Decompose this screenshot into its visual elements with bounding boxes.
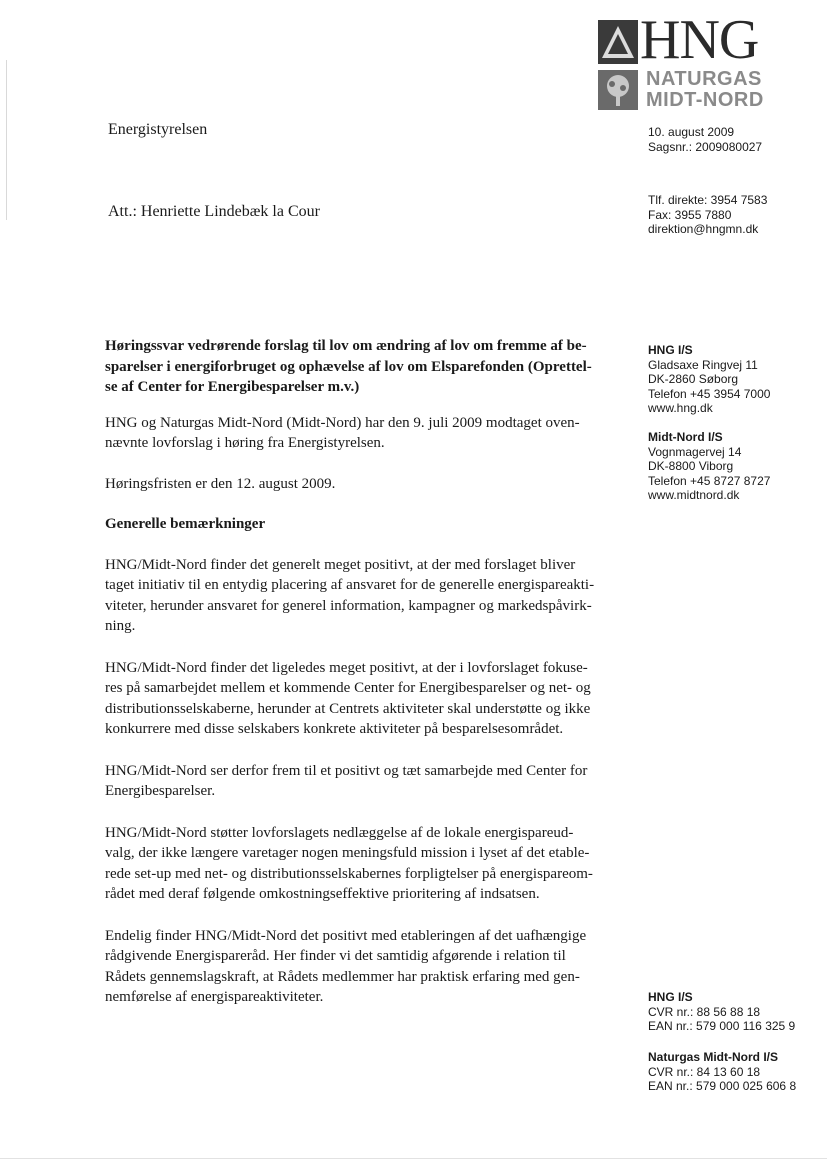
hng-address — [648, 343, 770, 416]
paragraph-7 — [105, 926, 600, 1008]
logo-line-2: MIDT-NORD — [646, 89, 764, 111]
paragraph-1 — [105, 413, 600, 454]
triangle-icon — [598, 20, 638, 64]
text-line: Høringsfristen er den 12. august 2009. — [105, 475, 336, 492]
recipient-name: Energistyrelsen — [108, 121, 208, 138]
hng-web: www.hng.dk — [648, 401, 713, 415]
logo-wordmark: HNG — [640, 9, 759, 71]
text-line: HNG og Naturgas Midt-Nord (Midt-Nord) har den 9. juli 2009 modtaget oven- — [105, 414, 580, 431]
hng-phone: Telefon +45 3954 7000 — [648, 386, 771, 401]
text-line: viteter, herunder ansvaret for generel information, kampagner og markedspåvirk- — [105, 597, 592, 614]
letter-title — [105, 336, 600, 398]
text-line: HNG/Midt-Nord finder det ligeledes meget positivt, at der i lovforslaget fokuse- — [105, 659, 588, 676]
letter-date: 10. august 2009 — [648, 125, 735, 139]
paragraph-6 — [105, 823, 600, 905]
logo-line-1: NATURGAS — [646, 68, 762, 90]
text-line: Endelig finder HNG/Midt-Nord det positivt med etableringen af det uafhængige — [105, 927, 587, 944]
letter-body — [105, 336, 600, 1008]
text-line: ning. — [105, 618, 136, 634]
text-line: taget initiativ til en entydig placering af ansvaret for de generelle energispareakti- — [105, 577, 595, 593]
footer-ng-cvr: CVR nr.: 84 13 60 18 — [648, 1064, 761, 1079]
text-line: HNG/Midt-Nord støtter lovforslagets nedlæggelse af de lokale energispareud- — [105, 824, 574, 841]
email: direktion@hngmn.dk — [648, 222, 759, 236]
text-line: distributionsselskaberne, herunder at Centrets aktiviteter skal understøtte og ikke — [105, 700, 591, 717]
paragraph-4 — [105, 658, 600, 740]
text-line: valg, der ikke længere varetager nogen meningsfuld mission i lyset af det etable- — [105, 845, 590, 861]
hng-city: DK-2860 Søborg — [648, 372, 739, 386]
midtnord-phone: Telefon +45 8727 8727 — [648, 473, 771, 488]
footer-ng-name: Naturgas Midt-Nord I/S — [648, 1050, 779, 1064]
letter-meta — [648, 125, 762, 154]
text-line: rådet med deraf følgende omkostningseffektive prioritering af indsatsen. — [105, 886, 540, 902]
text-line: nævnte lovforslag i høring fra Energistyrelsen. — [105, 435, 385, 451]
logo-bottom — [598, 68, 768, 112]
paragraph-5 — [105, 761, 600, 802]
naturgas-registration — [648, 1050, 796, 1094]
title-line: se af Center for Energibesparelser m.v.) — [105, 379, 360, 395]
midtnord-web: www.midtnord.dk — [648, 488, 740, 502]
midtnord-address — [648, 430, 770, 503]
text-line: res på samarbejdet mellem et kommende Center for Energibesparelser og net- og — [105, 680, 591, 696]
margin-line — [6, 60, 7, 220]
bottom-line — [0, 1158, 827, 1159]
midtnord-city: DK-8800 Viborg — [648, 459, 734, 473]
text-line: Energibesparelser. — [105, 783, 216, 799]
midtnord-street: Vognmagervej 14 — [648, 444, 742, 459]
footer-ng-ean: EAN nr.: 579 000 025 606 8 — [648, 1079, 797, 1093]
text-line: HNG/Midt-Nord ser derfor frem til et positivt og tæt samarbejde med Center for — [105, 762, 588, 779]
fax: Fax: 3955 7880 — [648, 207, 732, 222]
company-logo — [598, 9, 768, 114]
text-line: rådgivende Energisparеråd. Her finder vi det samtidig afgørende i relation til — [105, 948, 566, 964]
hng-name: HNG I/S — [648, 343, 693, 357]
title-line: Høringssvar vedrørende forslag til lov om ændring af lov om fremme af be- — [105, 338, 587, 354]
hng-street: Gladsaxe Ringvej 11 — [648, 357, 758, 372]
footer-hng-name: HNG I/S — [648, 990, 693, 1004]
footer-hng-cvr: CVR nr.: 88 56 88 18 — [648, 1004, 761, 1019]
footer-hng-ean: EAN nr.: 579 000 116 325 9 — [648, 1019, 796, 1033]
case-number: Sagsnr.: 2009080027 — [648, 139, 763, 154]
title-line: sparelser i energiforbruget og ophævelse af lov om Elsparefonden (Oprettel- — [105, 358, 592, 375]
text-line: HNG/Midt-Nord finder det generelt meget positivt, at der med forslaget bliver — [105, 556, 576, 573]
hng-registration — [648, 990, 795, 1034]
direct-contact — [648, 193, 767, 237]
section-heading: Generelle bemærkninger — [105, 516, 266, 532]
text-line: nemførelse af energispareaktiviteter. — [105, 989, 324, 1005]
paragraph-2 — [105, 474, 600, 495]
text-line: Rådets gennemslagskraft, at Rådets medlemmer har praktisk erfaring med gen- — [105, 968, 580, 985]
midtnord-name: Midt-Nord I/S — [648, 430, 723, 444]
text-line: rede set-up med net- og distributionsselskabernes forpligtelser på energispareom- — [105, 865, 593, 882]
direct-phone: Tlf. direkte: 3954 7583 — [648, 193, 768, 207]
paragraph-3 — [105, 555, 600, 637]
text-line: konkurrere med disse selskabers konkrete aktiviteter på besparelsesområdet. — [105, 721, 564, 737]
recipient-attention: Att.: Henriette Lindebæk la Cour — [108, 203, 320, 220]
logo-top — [598, 9, 768, 71]
tree-icon — [598, 70, 638, 110]
